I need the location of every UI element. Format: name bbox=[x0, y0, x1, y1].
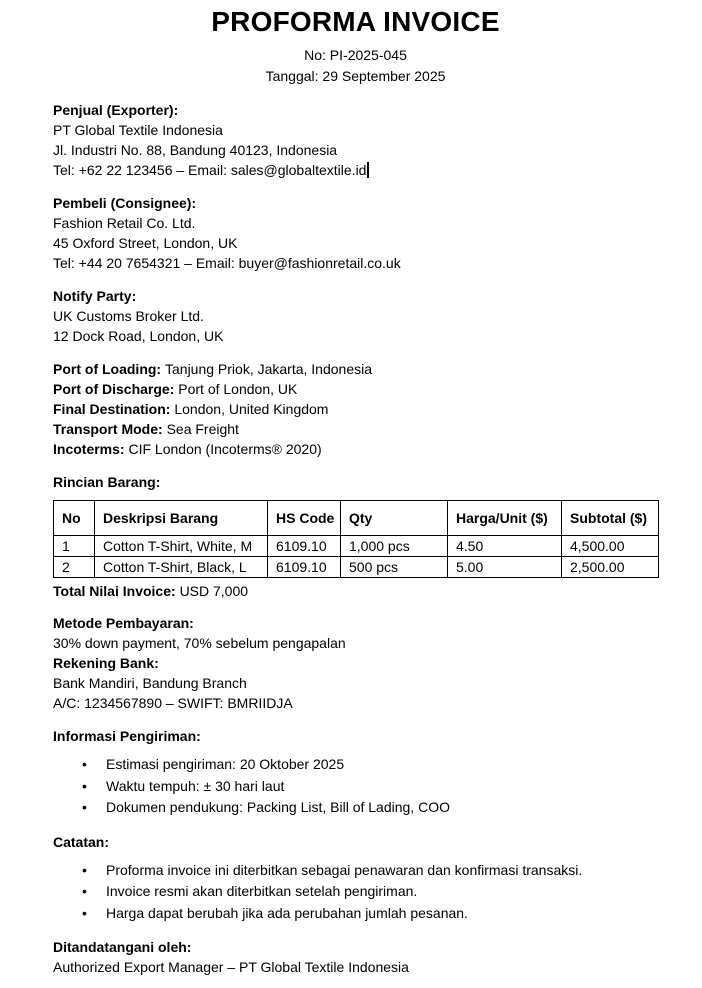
cell-qty: 1,000 pcs bbox=[341, 536, 448, 557]
invoice-number: No: PI-2025-045 bbox=[304, 47, 407, 63]
notes-list bbox=[53, 860, 658, 925]
buyer-contact: Tel: +44 20 7654321 – Email: buyer@fashionretail.co.uk bbox=[53, 255, 401, 271]
bank-account: A/C: 1234567890 – SWIFT: BMRIIDJA bbox=[53, 695, 293, 711]
list-item: • Waktu tempuh: ± 30 hari laut bbox=[53, 776, 658, 798]
port-of-loading: Port of Loading: Tanjung Priok, Jakarta, Indonesia bbox=[53, 361, 373, 377]
buyer-address: 45 Oxford Street, London, UK bbox=[53, 235, 238, 251]
col-header-no: No bbox=[54, 501, 95, 536]
invoice-total: Total Nilai Invoice: USD 7,000 bbox=[53, 583, 249, 599]
cell-description: Cotton T-Shirt, Black, L bbox=[95, 557, 268, 578]
table-row bbox=[54, 536, 659, 557]
col-header-qty: Qty bbox=[341, 501, 448, 536]
cell-subtotal: 4,500.00 bbox=[562, 536, 659, 557]
cell-no: 1 bbox=[54, 536, 95, 557]
cell-subtotal: 2,500.00 bbox=[562, 557, 659, 578]
items-heading: Rincian Barang: bbox=[53, 474, 161, 490]
col-header-description: Deskripsi Barang bbox=[95, 501, 268, 536]
seller-company: PT Global Textile Indonesia bbox=[53, 122, 223, 138]
seller-section bbox=[53, 100, 658, 180]
incoterms: Incoterms: CIF London (Incoterms® 2020) bbox=[53, 441, 322, 457]
bank-heading: Rekening Bank: bbox=[53, 655, 159, 671]
list-item: • Dokumen pendukung: Packing List, Bill of Lading, COO bbox=[53, 797, 658, 819]
transport-mode: Transport Mode: Sea Freight bbox=[53, 421, 239, 437]
bank-name: Bank Mandiri, Bandung Branch bbox=[53, 675, 247, 691]
bullet-marker: • bbox=[82, 756, 87, 772]
cell-unit-price: 4.50 bbox=[448, 536, 562, 557]
bullet-marker: • bbox=[82, 904, 87, 921]
notes-heading: Catatan: bbox=[53, 833, 110, 850]
seller-contact-text: Tel: +62 22 123456 – Email: sales@globaltextile.id bbox=[53, 162, 367, 178]
payment-terms: 30% down payment, 70% sebelum pengapalan bbox=[53, 635, 346, 651]
signature-section bbox=[53, 937, 658, 977]
seller-contact bbox=[53, 160, 658, 180]
items-section bbox=[53, 472, 658, 601]
seller-heading: Penjual (Exporter): bbox=[53, 102, 179, 118]
list-item: • Harga dapat berubah jika ada perubahan jumlah pesanan. bbox=[53, 903, 658, 925]
bullet-marker: • bbox=[82, 861, 87, 878]
shipment-terms-section bbox=[53, 359, 658, 459]
buyer-company: Fashion Retail Co. Ltd. bbox=[53, 215, 196, 231]
bullet-marker: • bbox=[82, 777, 87, 794]
list-item: • Proforma invoice ini diterbitkan sebagai penawaran dan konfirmasi transaksi. bbox=[53, 860, 658, 882]
list-item: • Invoice resmi akan diterbitkan setelah pengiriman. bbox=[53, 881, 658, 903]
invoice-date: Tanggal: 29 September 2025 bbox=[265, 68, 446, 84]
final-destination: Final Destination: London, United Kingdom bbox=[53, 401, 329, 417]
items-table bbox=[53, 500, 659, 578]
payment-heading: Metode Pembayaran: bbox=[53, 615, 194, 631]
port-of-discharge: Port of Discharge: Port of London, UK bbox=[53, 381, 298, 397]
shipping-info-list bbox=[53, 754, 658, 819]
table-header-row bbox=[54, 501, 659, 536]
notify-party-heading: Notify Party: bbox=[53, 288, 137, 304]
shipping-info-heading: Informasi Pengiriman: bbox=[53, 728, 201, 744]
seller-address: Jl. Industri No. 88, Bandung 40123, Indonesia bbox=[53, 142, 338, 158]
col-header-subtotal: Subtotal ($) bbox=[562, 501, 659, 536]
shipping-info-section bbox=[53, 726, 658, 819]
buyer-heading: Pembeli (Consignee): bbox=[53, 195, 197, 211]
notify-party-section bbox=[53, 286, 658, 346]
cell-no: 2 bbox=[54, 557, 95, 578]
col-header-unit-price: Harga/Unit ($) bbox=[448, 501, 562, 536]
text-cursor bbox=[367, 162, 369, 178]
payment-section bbox=[53, 613, 658, 713]
signature-heading: Ditandatangani oleh: bbox=[53, 939, 192, 955]
table-row bbox=[54, 557, 659, 578]
cell-hs-code: 6109.10 bbox=[268, 557, 341, 578]
cell-description: Cotton T-Shirt, White, M bbox=[95, 536, 268, 557]
notify-party-company: UK Customs Broker Ltd. bbox=[53, 308, 204, 324]
cell-hs-code: 6109.10 bbox=[268, 536, 341, 557]
notes-section bbox=[53, 832, 658, 925]
cell-qty: 500 pcs bbox=[341, 557, 448, 578]
notify-party-address: 12 Dock Road, London, UK bbox=[53, 328, 224, 344]
signature-line: Authorized Export Manager – PT Global Textile Indonesia bbox=[53, 959, 409, 975]
bullet-marker: • bbox=[82, 883, 87, 899]
cell-unit-price: 5.00 bbox=[448, 557, 562, 578]
bullet-marker: • bbox=[82, 799, 87, 815]
col-header-hs-code: HS Code bbox=[268, 501, 341, 536]
document-title: PROFORMA INVOICE bbox=[211, 6, 500, 37]
buyer-section bbox=[53, 193, 658, 273]
list-item: • Estimasi pengiriman: 20 Oktober 2025 bbox=[53, 754, 658, 776]
